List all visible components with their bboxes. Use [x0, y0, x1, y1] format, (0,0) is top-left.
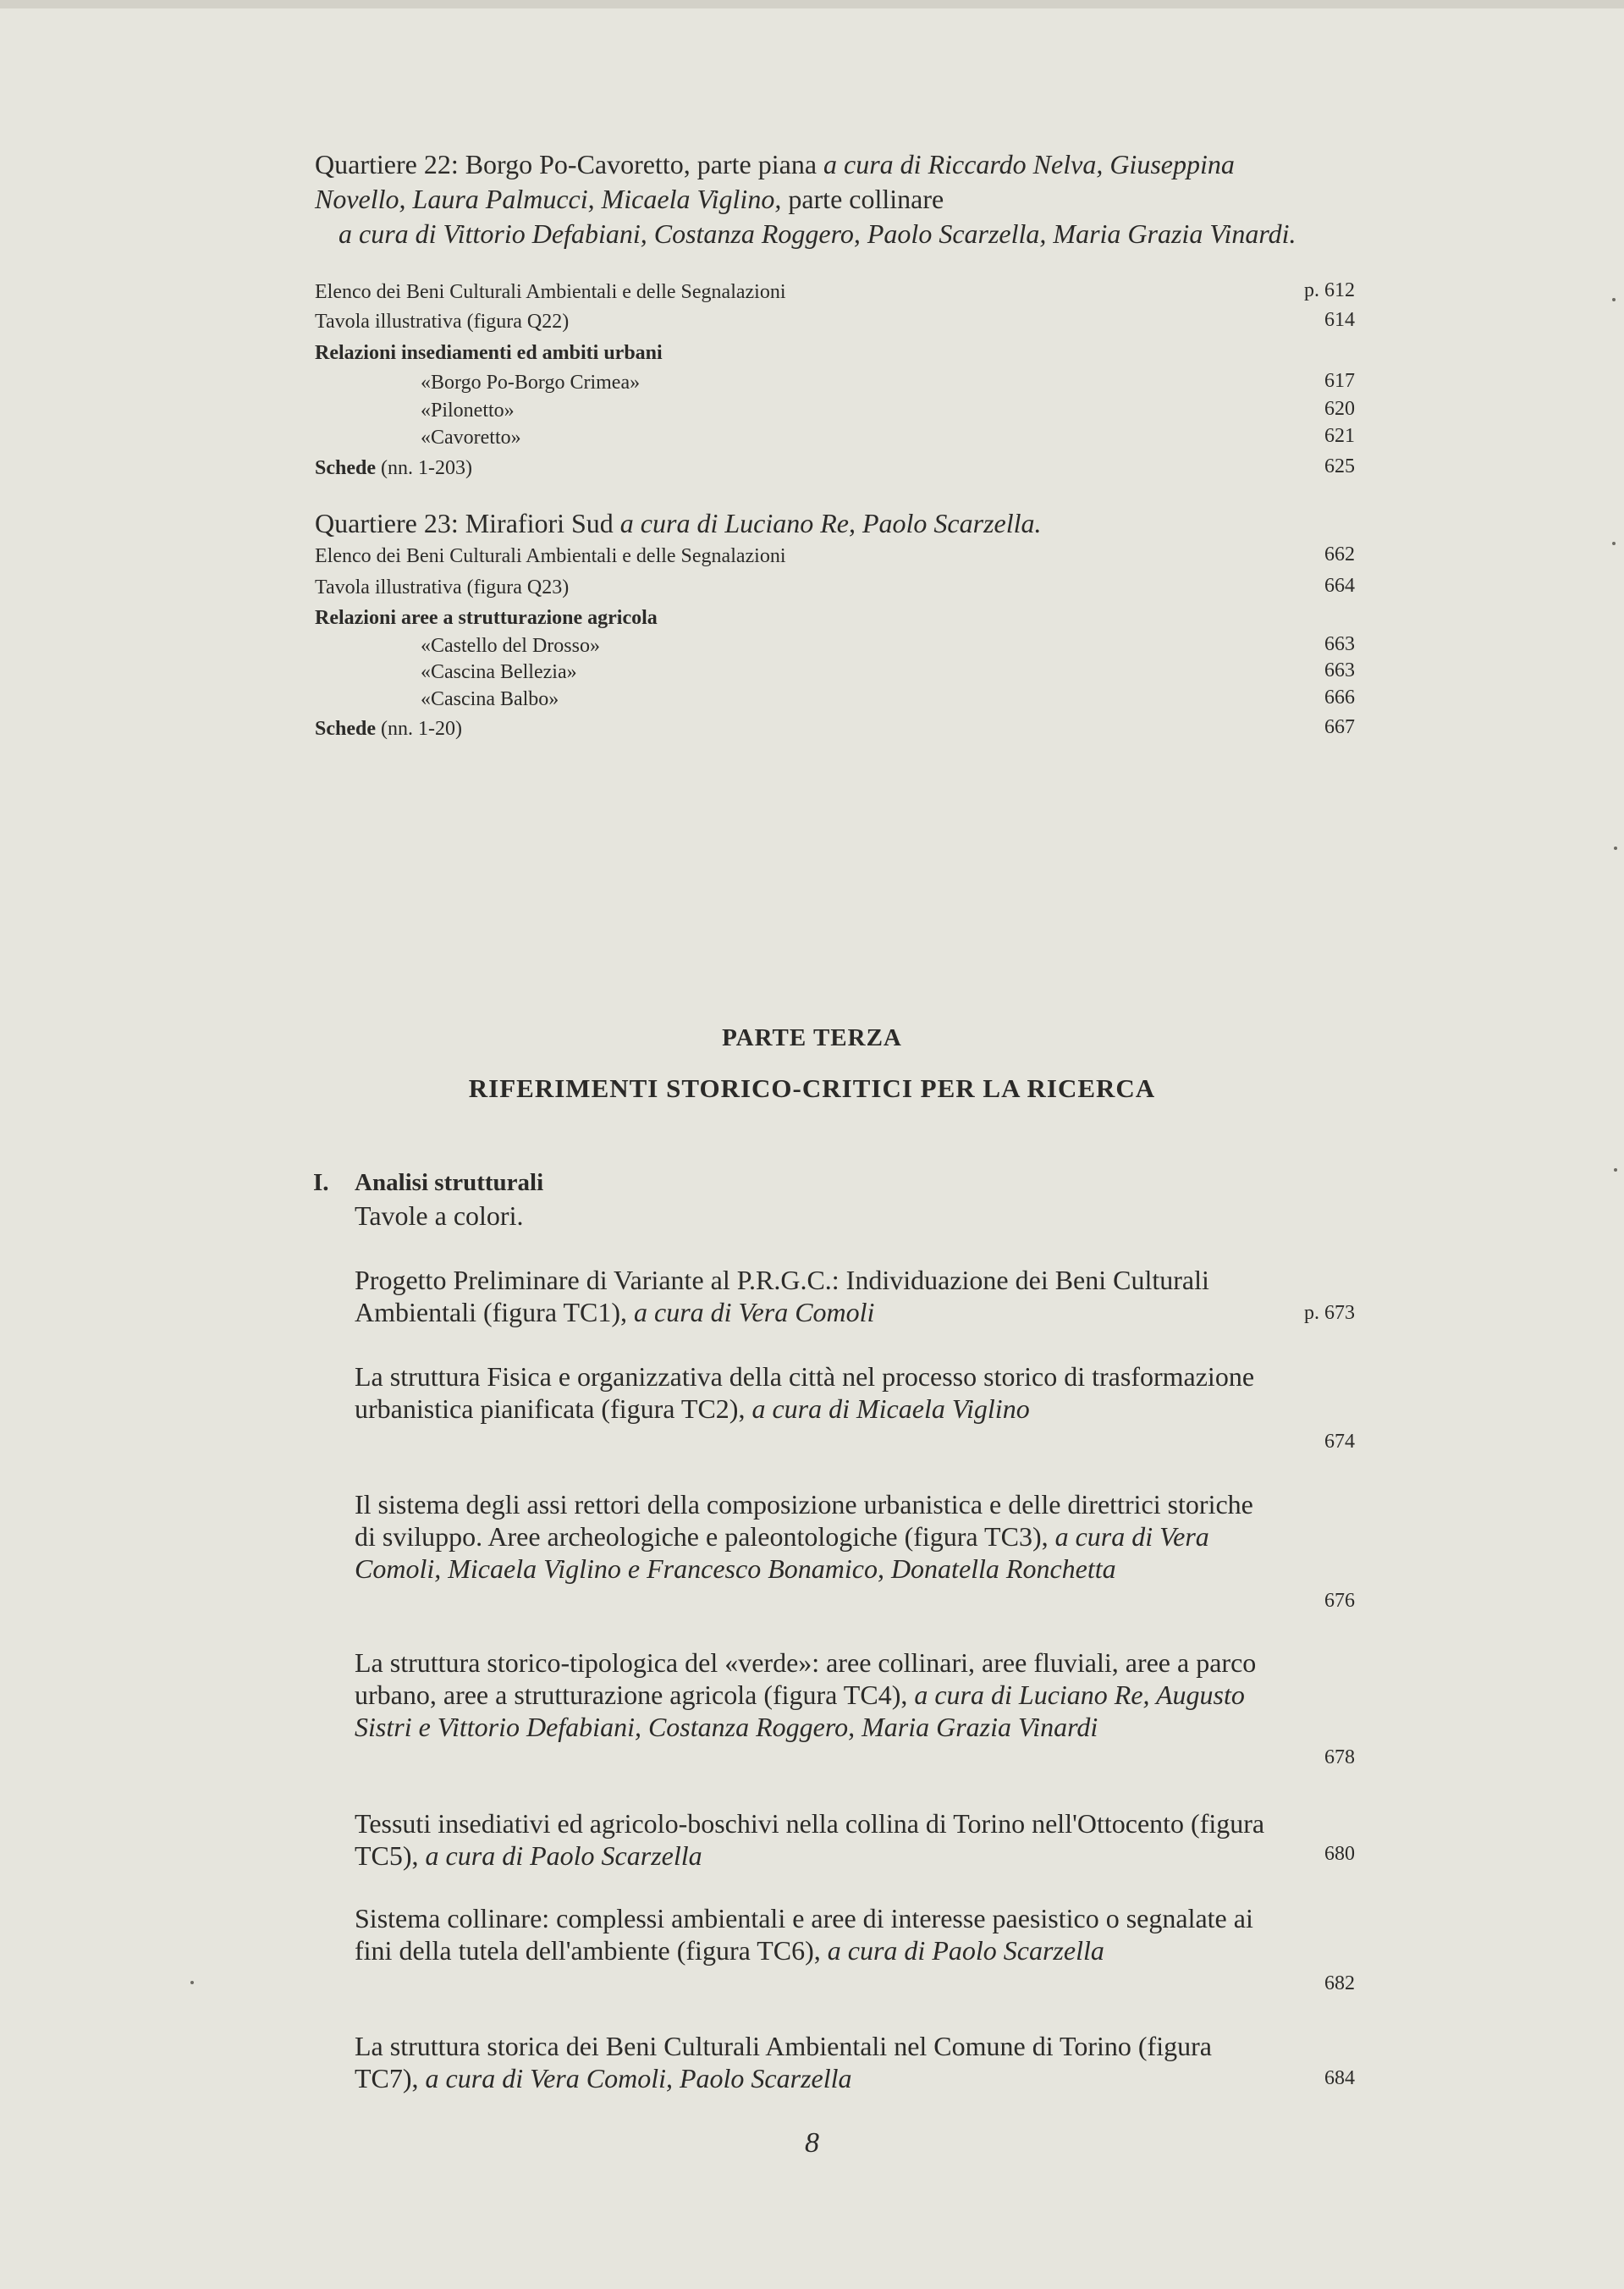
q22-relazione-page: 620: [1324, 398, 1355, 420]
q22-schede-page: 625: [1324, 455, 1355, 477]
q22-heading: [315, 147, 1296, 251]
entry-page: p. 673: [1304, 1302, 1355, 1324]
scan-speck: [190, 1981, 194, 1984]
entry-curators: a cura di Paolo Scarzella: [425, 1840, 702, 1871]
q23-relazione-page: 663: [1324, 659, 1355, 681]
q23-schede-range: (nn. 1-20): [376, 718, 462, 740]
q22-elenco-label: Elenco dei Beni Culturali Ambientali e delle Segnalazioni: [315, 281, 786, 303]
q23-relazione-page: 666: [1324, 687, 1355, 709]
q23-schede: [315, 716, 462, 742]
entry-text: Tessuti insediativi ed agricolo-boschivi nella collina di Torino nell'Ottocento (figura TC5),: [355, 1808, 1265, 1871]
entry-text: Il sistema degli assi rettori della composizione urbanistica e delle direttrici storiche di sviluppo. Aree archeologiche e paleontologiche (figura TC3),: [355, 1489, 1253, 1552]
q22-title-cont: parte collinare: [781, 184, 944, 214]
q22-tavola-label: Tavola illustrativa (figura Q22): [315, 311, 570, 333]
section-subtitle: Tavole a colori.: [355, 1200, 524, 1231]
q22-schede-label: Schede: [315, 457, 376, 479]
entry-text: Progetto Preliminare di Variante al P.R.G.C.: Individuazione dei Beni Culturali Ambientali (figura TC1),: [355, 1265, 1209, 1327]
entry-page: 678: [1324, 1746, 1355, 1768]
q23-heading: [315, 506, 1042, 541]
page-number: 8: [805, 2127, 819, 2159]
entry-curators: a cura di Luciano Re, Augusto Sistri e Vittorio Defabiani, Costanza Roggero, Maria Grazia Vinardi: [355, 1680, 1245, 1742]
q22-schede: [315, 455, 472, 481]
q23-elenco-page: 662: [1324, 543, 1355, 565]
entry-text: Sistema collinare: complessi ambientali e aree di interesse paesistico o segnalate ai fini della tutela dell'ambiente (figura TC6),: [355, 1903, 1253, 1966]
entry-text: La struttura Fisica e organizzativa della città nel processo storico di trasformazione urbanistica pianificata (figura TC2),: [355, 1361, 1255, 1424]
entry-curators: a cura di Paolo Scarzella: [827, 1935, 1104, 1966]
q22-curators-piana: a cura di Riccardo Nelva, Giuseppina Novello, Laura Palmucci, Micaela Viglino,: [315, 149, 1235, 214]
entry-page: 676: [1324, 1590, 1355, 1612]
scan-speck: [1612, 542, 1616, 545]
q23-relazione-item: «Cascina Balbo»: [421, 688, 559, 710]
q22-title: Quartiere 22: Borgo Po-Cavoretto, parte piana: [315, 149, 824, 179]
section-title: Analisi strutturali: [355, 1169, 544, 1196]
entry-page: 680: [1324, 1843, 1355, 1865]
entry-page: 684: [1324, 2067, 1355, 2089]
q23-relazione-item: «Cascina Bellezia»: [421, 661, 577, 683]
q23-relazione-page: 663: [1324, 633, 1355, 655]
scan-speck: [1612, 298, 1616, 301]
q23-tavola-label: Tavola illustrativa (figura Q23): [315, 576, 570, 598]
entry-page: 682: [1324, 1972, 1355, 1994]
toc-entry: [355, 1488, 1277, 1585]
q22-elenco-page: p. 612: [1304, 279, 1355, 301]
q23-schede-page: 667: [1324, 716, 1355, 738]
entry-text: La struttura storica dei Beni Culturali Ambientali nel Comune di Torino (figura TC7),: [355, 2031, 1212, 2093]
q23-elenco-label: Elenco dei Beni Culturali Ambientali e delle Segnalazioni: [315, 545, 786, 567]
q22-relazione-item: «Cavoretto»: [421, 427, 521, 449]
toc-entry: [355, 1807, 1277, 1872]
scan-speck: [1614, 847, 1617, 850]
toc-entry: [355, 1902, 1277, 1966]
section-number: I.: [313, 1169, 329, 1196]
q22-schede-range: (nn. 1-203): [376, 457, 472, 479]
q22-tavola-page: 614: [1324, 309, 1355, 331]
entry-curators: a cura di Micaela Viglino: [751, 1393, 1030, 1424]
q23-relazioni-heading: Relazioni aree a strutturazione agricola: [315, 607, 658, 629]
toc-entry: [355, 1360, 1277, 1425]
entry-curators: a cura di Vera Comoli: [634, 1297, 875, 1327]
q23-title: Quartiere 23: Mirafiori Sud: [315, 508, 620, 538]
entry-curators: a cura di Vera Comoli, Paolo Scarzella: [425, 2063, 852, 2093]
q22-relazioni-heading: Relazioni insediamenti ed ambiti urbani: [315, 342, 663, 364]
part-title: PARTE TERZA: [722, 1024, 902, 1051]
q22-relazione-item: «Pilonetto»: [421, 400, 515, 422]
entry-text: La struttura storico-tipologica del «verde»: aree collinari, aree fluviali, aree a parco urbano, aree a strutturazione agricola (figura TC4),: [355, 1647, 1257, 1710]
toc-entry: [355, 1264, 1277, 1328]
q22-relazione-page: 617: [1324, 370, 1355, 392]
q23-schede-label: Schede: [315, 718, 376, 740]
q22-relazione-page: 621: [1324, 425, 1355, 447]
q23-relazione-item: «Castello del Drosso»: [421, 635, 600, 657]
part-subtitle: RIFERIMENTI STORICO-CRITICI PER LA RICERCA: [468, 1073, 1156, 1103]
q22-curators-collinare: a cura di Vittorio Defabiani, Costanza Roggero, Paolo Scarzella, Maria Grazia Vinardi.: [339, 218, 1296, 249]
entry-curators: a cura di Vera Comoli, Micaela Viglino e Francesco Bonamico, Donatella Ronchetta: [355, 1521, 1209, 1584]
q23-tavola-page: 664: [1324, 575, 1355, 597]
toc-entry: [355, 2030, 1277, 2094]
q23-curators: a cura di Luciano Re, Paolo Scarzella.: [619, 508, 1042, 538]
toc-entry: [355, 1646, 1277, 1743]
entry-page: 674: [1324, 1431, 1355, 1453]
scan-speck: [1614, 1168, 1617, 1172]
q22-relazione-item: «Borgo Po-Borgo Crimea»: [421, 372, 641, 394]
